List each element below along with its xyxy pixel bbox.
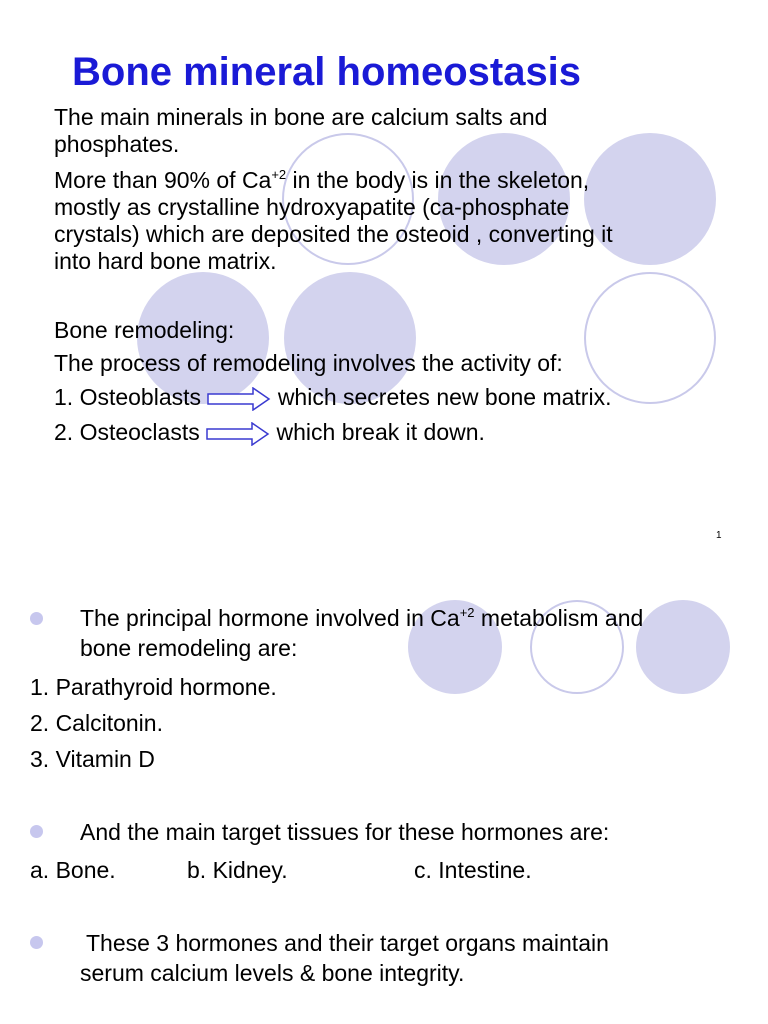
page-number: 1 bbox=[716, 530, 722, 541]
bullet-text: The principal hormone involved in Ca bbox=[80, 605, 460, 631]
charge-superscript: +2 bbox=[271, 167, 287, 182]
hormone-item: 1. Parathyroid hormone. bbox=[30, 674, 277, 700]
bullet-line: And the main target tissues for these hormones are: bbox=[80, 819, 610, 845]
bullet-icon bbox=[30, 612, 43, 625]
item-desc: which break it down. bbox=[276, 419, 485, 445]
bullet-icon bbox=[30, 936, 43, 949]
item-label: 1. Osteoblasts bbox=[54, 384, 202, 410]
remodeling-heading: Bone remodeling: bbox=[54, 317, 235, 343]
intro-line: phosphates. bbox=[54, 131, 180, 157]
charge-superscript: +2 bbox=[459, 605, 475, 620]
arrow-right-icon bbox=[206, 422, 270, 446]
item-desc: which secretes new bone matrix. bbox=[277, 384, 612, 410]
calcium-text: in the body is in the skeleton, bbox=[286, 167, 590, 193]
calcium-line: into hard bone matrix. bbox=[54, 248, 277, 274]
calcium-line bbox=[54, 167, 589, 194]
bullet-text: metabolism and bbox=[474, 605, 644, 631]
target-item: b. Kidney. bbox=[187, 857, 288, 883]
bullet-line: serum calcium levels & bone integrity. bbox=[80, 960, 465, 986]
target-item: c. Intestine. bbox=[414, 857, 532, 883]
calcium-line: mostly as crystalline hydroxyapatite (ca-phosphate bbox=[54, 194, 570, 220]
arrow-right-icon bbox=[207, 387, 271, 411]
page-title: Bone mineral homeostasis bbox=[72, 50, 582, 94]
hormone-item: 3. Vitamin D bbox=[30, 746, 155, 772]
item-label: 2. Osteoclasts bbox=[54, 419, 200, 445]
bullet-line: These 3 hormones and their target organs maintain bbox=[80, 930, 609, 956]
target-item: a. Bone. bbox=[30, 857, 116, 883]
intro-line: The main minerals in bone are calcium salts and bbox=[54, 104, 548, 130]
bullet-line bbox=[80, 605, 643, 632]
calcium-text: More than 90% of Ca bbox=[54, 167, 272, 193]
hormone-item: 2. Calcitonin. bbox=[30, 710, 163, 736]
remodeling-intro: The process of remodeling involves the activity of: bbox=[54, 350, 563, 376]
decor-circle bbox=[636, 600, 730, 694]
calcium-line: crystals) which are deposited the osteoid , converting it bbox=[54, 221, 613, 247]
bullet-icon bbox=[30, 825, 43, 838]
list-item bbox=[54, 419, 485, 446]
list-item bbox=[54, 384, 611, 411]
bullet-line: bone remodeling are: bbox=[80, 635, 298, 661]
